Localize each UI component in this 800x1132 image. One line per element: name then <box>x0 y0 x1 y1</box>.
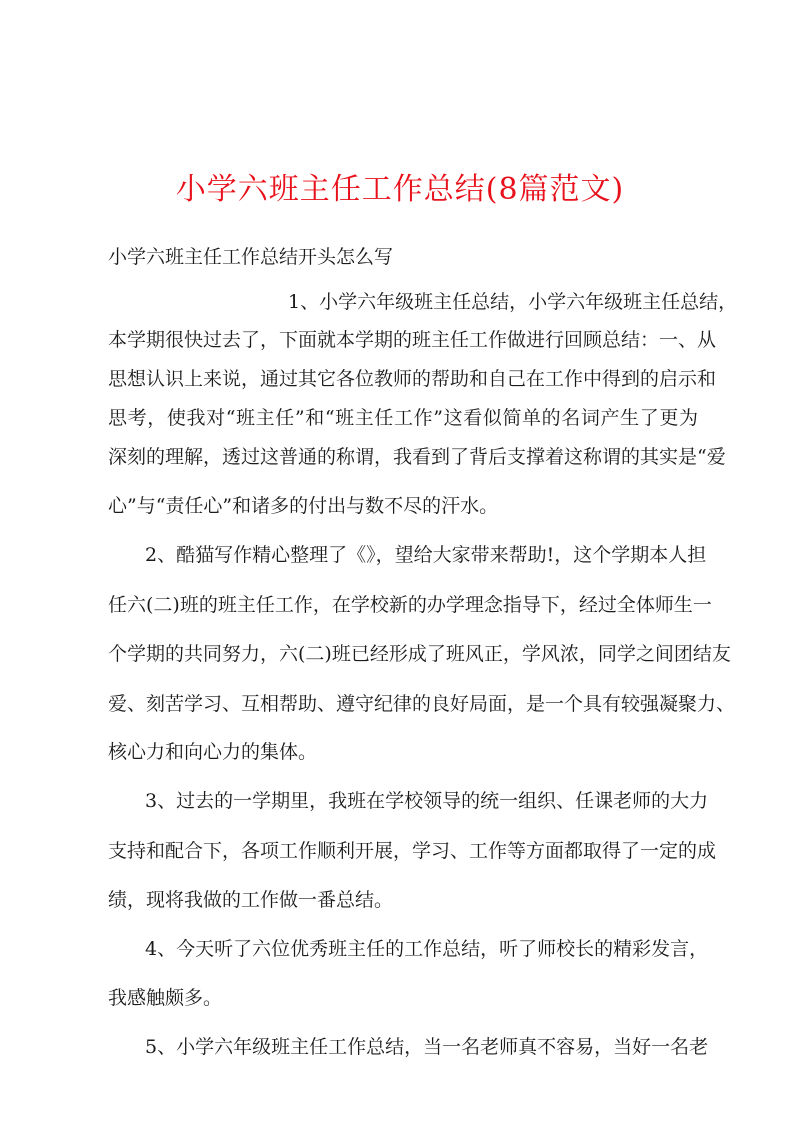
paragraph-line: 1、小学六年级班主任总结，小学六年级班主任总结， <box>288 291 738 313</box>
paragraph-line: 5、小学六年级班主任工作总结，当一名老师真不容易，当好一名老 <box>145 1036 709 1058</box>
paragraph-line: 爱、刻苦学习、互相帮助、遵守纪律的良好局面，是一个具有较强凝聚力、 <box>108 693 736 715</box>
paragraph-line: 支持和配合下，各项工作顺利开展，学习、工作等方面都取得了一定的成 <box>108 840 717 862</box>
paragraph-line: 心”与“责任心”和诸多的付出与数不尽的汗水。 <box>108 495 499 517</box>
paragraph-line: 2、酷猫写作精心整理了《》，望给大家带来帮助!，这个学期本人担 <box>145 544 707 566</box>
paragraph-line: 本学期很快过去了，下面就本学期的班主任工作做进行回顾总结：一、从 <box>108 329 717 351</box>
paragraph-line: 4、今天听了六位优秀班主任的工作总结，听了师校长的精彩发言， <box>145 938 709 960</box>
paragraph-line: 绩，现将我做的工作做一番总结。 <box>108 889 394 911</box>
paragraph-line: 核心力和向心力的集体。 <box>108 741 318 763</box>
paragraph-line: 深刻的理解，透过这普通的称谓，我看到了背后支撑着这称谓的其实是“爱 <box>108 446 726 468</box>
paragraph-line: 任六(二)班的班主任工作，在学校新的办学理念指导下，经过全体师生一 <box>108 594 712 616</box>
document-subtitle: 小学六班主任工作总结开头怎么写 <box>108 246 394 268</box>
document-title: 小学六班主任工作总结(8篇范文) <box>175 172 625 207</box>
paragraph-line: 我感触颇多。 <box>108 987 223 1009</box>
paragraph-line: 思想认识上来说，通过其它各位教师的帮助和自己在工作中得到的启示和 <box>108 368 717 390</box>
paragraph-line: 思考，使我对“班主任”和“班主任工作”这看似简单的名词产生了更为 <box>108 407 698 429</box>
paragraph-line: 个学期的共同努力，六(二)班已经形成了班风正，学风浓，同学之间团结友 <box>108 643 731 665</box>
paragraph-line: 3、过去的一学期里，我班在学校领导的统一组织、任课老师的大力 <box>145 790 709 812</box>
